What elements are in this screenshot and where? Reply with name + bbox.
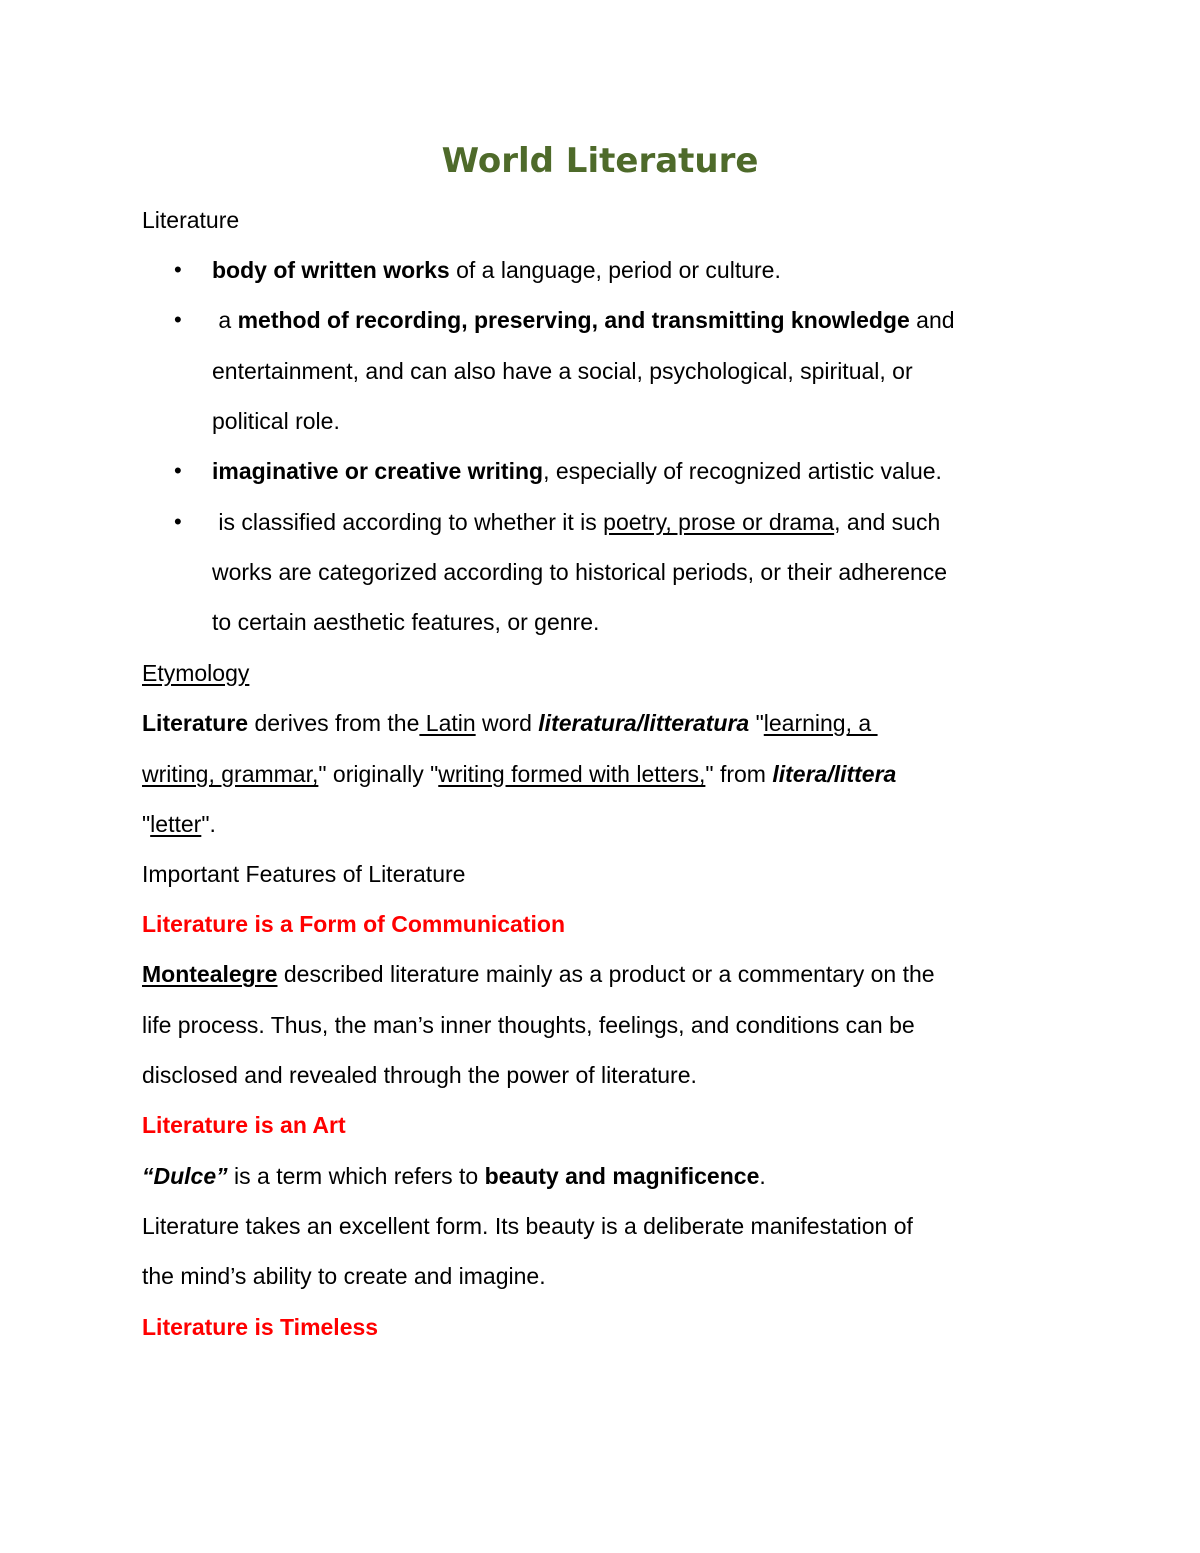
- bullet-item-2: [212, 304, 955, 336]
- etymology-line-2: [142, 758, 896, 790]
- communication-text: described literature mainly as a product or a commentary on the: [277, 961, 935, 987]
- bullet-2-continuation-2: political role.: [212, 408, 340, 434]
- etymology-line-3: [142, 808, 216, 840]
- heading-art: Literature is an Art: [142, 1112, 346, 1138]
- etymology-text: word: [475, 710, 539, 736]
- etymology-original-meaning: writing formed with letters,: [438, 761, 706, 787]
- etymology-heading-text: Etymology: [142, 660, 250, 686]
- bullet-2-lead: a: [212, 307, 238, 333]
- section-label-literature: Literature: [142, 207, 240, 233]
- etymology-meaning: learning, a: [763, 710, 878, 736]
- etymology-root-word: litera/littera: [772, 761, 897, 787]
- communication-line-1: [142, 958, 935, 990]
- art-line-1: [142, 1160, 766, 1192]
- art-line-3: the mind’s ability to create and imagine.: [142, 1263, 546, 1289]
- bullet-item-4: [212, 506, 940, 538]
- bullet-4-continuation-2: to certain aesthetic features, or genre.: [212, 609, 600, 635]
- bullet-4-lead: is classified according to whether it is: [212, 509, 604, 535]
- bullet-2-continuation-1: entertainment, and can also have a social, psychological, spiritual, or: [212, 358, 913, 384]
- etymology-text: derives from the: [248, 710, 420, 736]
- bullet-marker: •: [174, 509, 182, 534]
- etymology-text: " from: [705, 761, 773, 787]
- dulce-term: “Dulce”: [142, 1163, 228, 1189]
- etymology-text: ": [749, 710, 764, 736]
- etymology-latin: Latin: [419, 710, 476, 736]
- bullet-item-3: [212, 455, 942, 487]
- bullet-4-rest: , and such: [834, 509, 941, 535]
- bullet-1-bold: body of written works: [212, 257, 450, 283]
- etymology-line-1: [142, 707, 878, 739]
- etymology-text: ".: [201, 811, 216, 837]
- etymology-text: " originally ": [318, 761, 439, 787]
- etymology-meaning: writing, grammar,: [142, 761, 319, 787]
- bullet-3-bold: imaginative or creative writing: [212, 458, 544, 484]
- art-text: is a term which refers to: [227, 1163, 485, 1189]
- art-bold: beauty and magnificence: [484, 1163, 760, 1189]
- bullet-item-1: [212, 254, 781, 286]
- art-text: .: [759, 1163, 766, 1189]
- etymology-letter: letter: [150, 811, 202, 837]
- etymology-heading: [142, 657, 249, 689]
- montealegre-name: Montealegre: [142, 961, 278, 987]
- bullet-3-rest: , especially of recognized artistic value.: [543, 458, 942, 484]
- art-line-2: Literature takes an excellent form. Its beauty is a deliberate manifestation of: [142, 1213, 913, 1239]
- communication-line-3: disclosed and revealed through the power of literature.: [142, 1062, 697, 1088]
- bullet-marker: •: [174, 458, 182, 483]
- etymology-literature-bold: Literature: [142, 710, 249, 736]
- features-heading: Important Features of Literature: [142, 861, 466, 887]
- bullet-4-underlined: poetry, prose or drama: [603, 509, 835, 535]
- bullet-1-rest: of a language, period or culture.: [449, 257, 781, 283]
- etymology-latin-word: literatura/litteratura: [538, 710, 750, 736]
- etymology-text: ": [142, 811, 151, 837]
- heading-timeless: Literature is Timeless: [142, 1314, 379, 1340]
- bullet-marker: •: [174, 257, 182, 282]
- bullet-marker: •: [174, 307, 182, 332]
- bullet-2-bold: method of recording, preserving, and transmitting knowledge: [237, 307, 910, 333]
- document-title: World Literature: [441, 141, 759, 181]
- bullet-4-continuation-1: works are categorized according to historical periods, or their adherence: [212, 559, 948, 585]
- communication-line-2: life process. Thus, the man’s inner thoughts, feelings, and conditions can be: [142, 1012, 915, 1038]
- bullet-2-rest: and: [909, 307, 955, 333]
- heading-communication: Literature is a Form of Communication: [142, 911, 565, 937]
